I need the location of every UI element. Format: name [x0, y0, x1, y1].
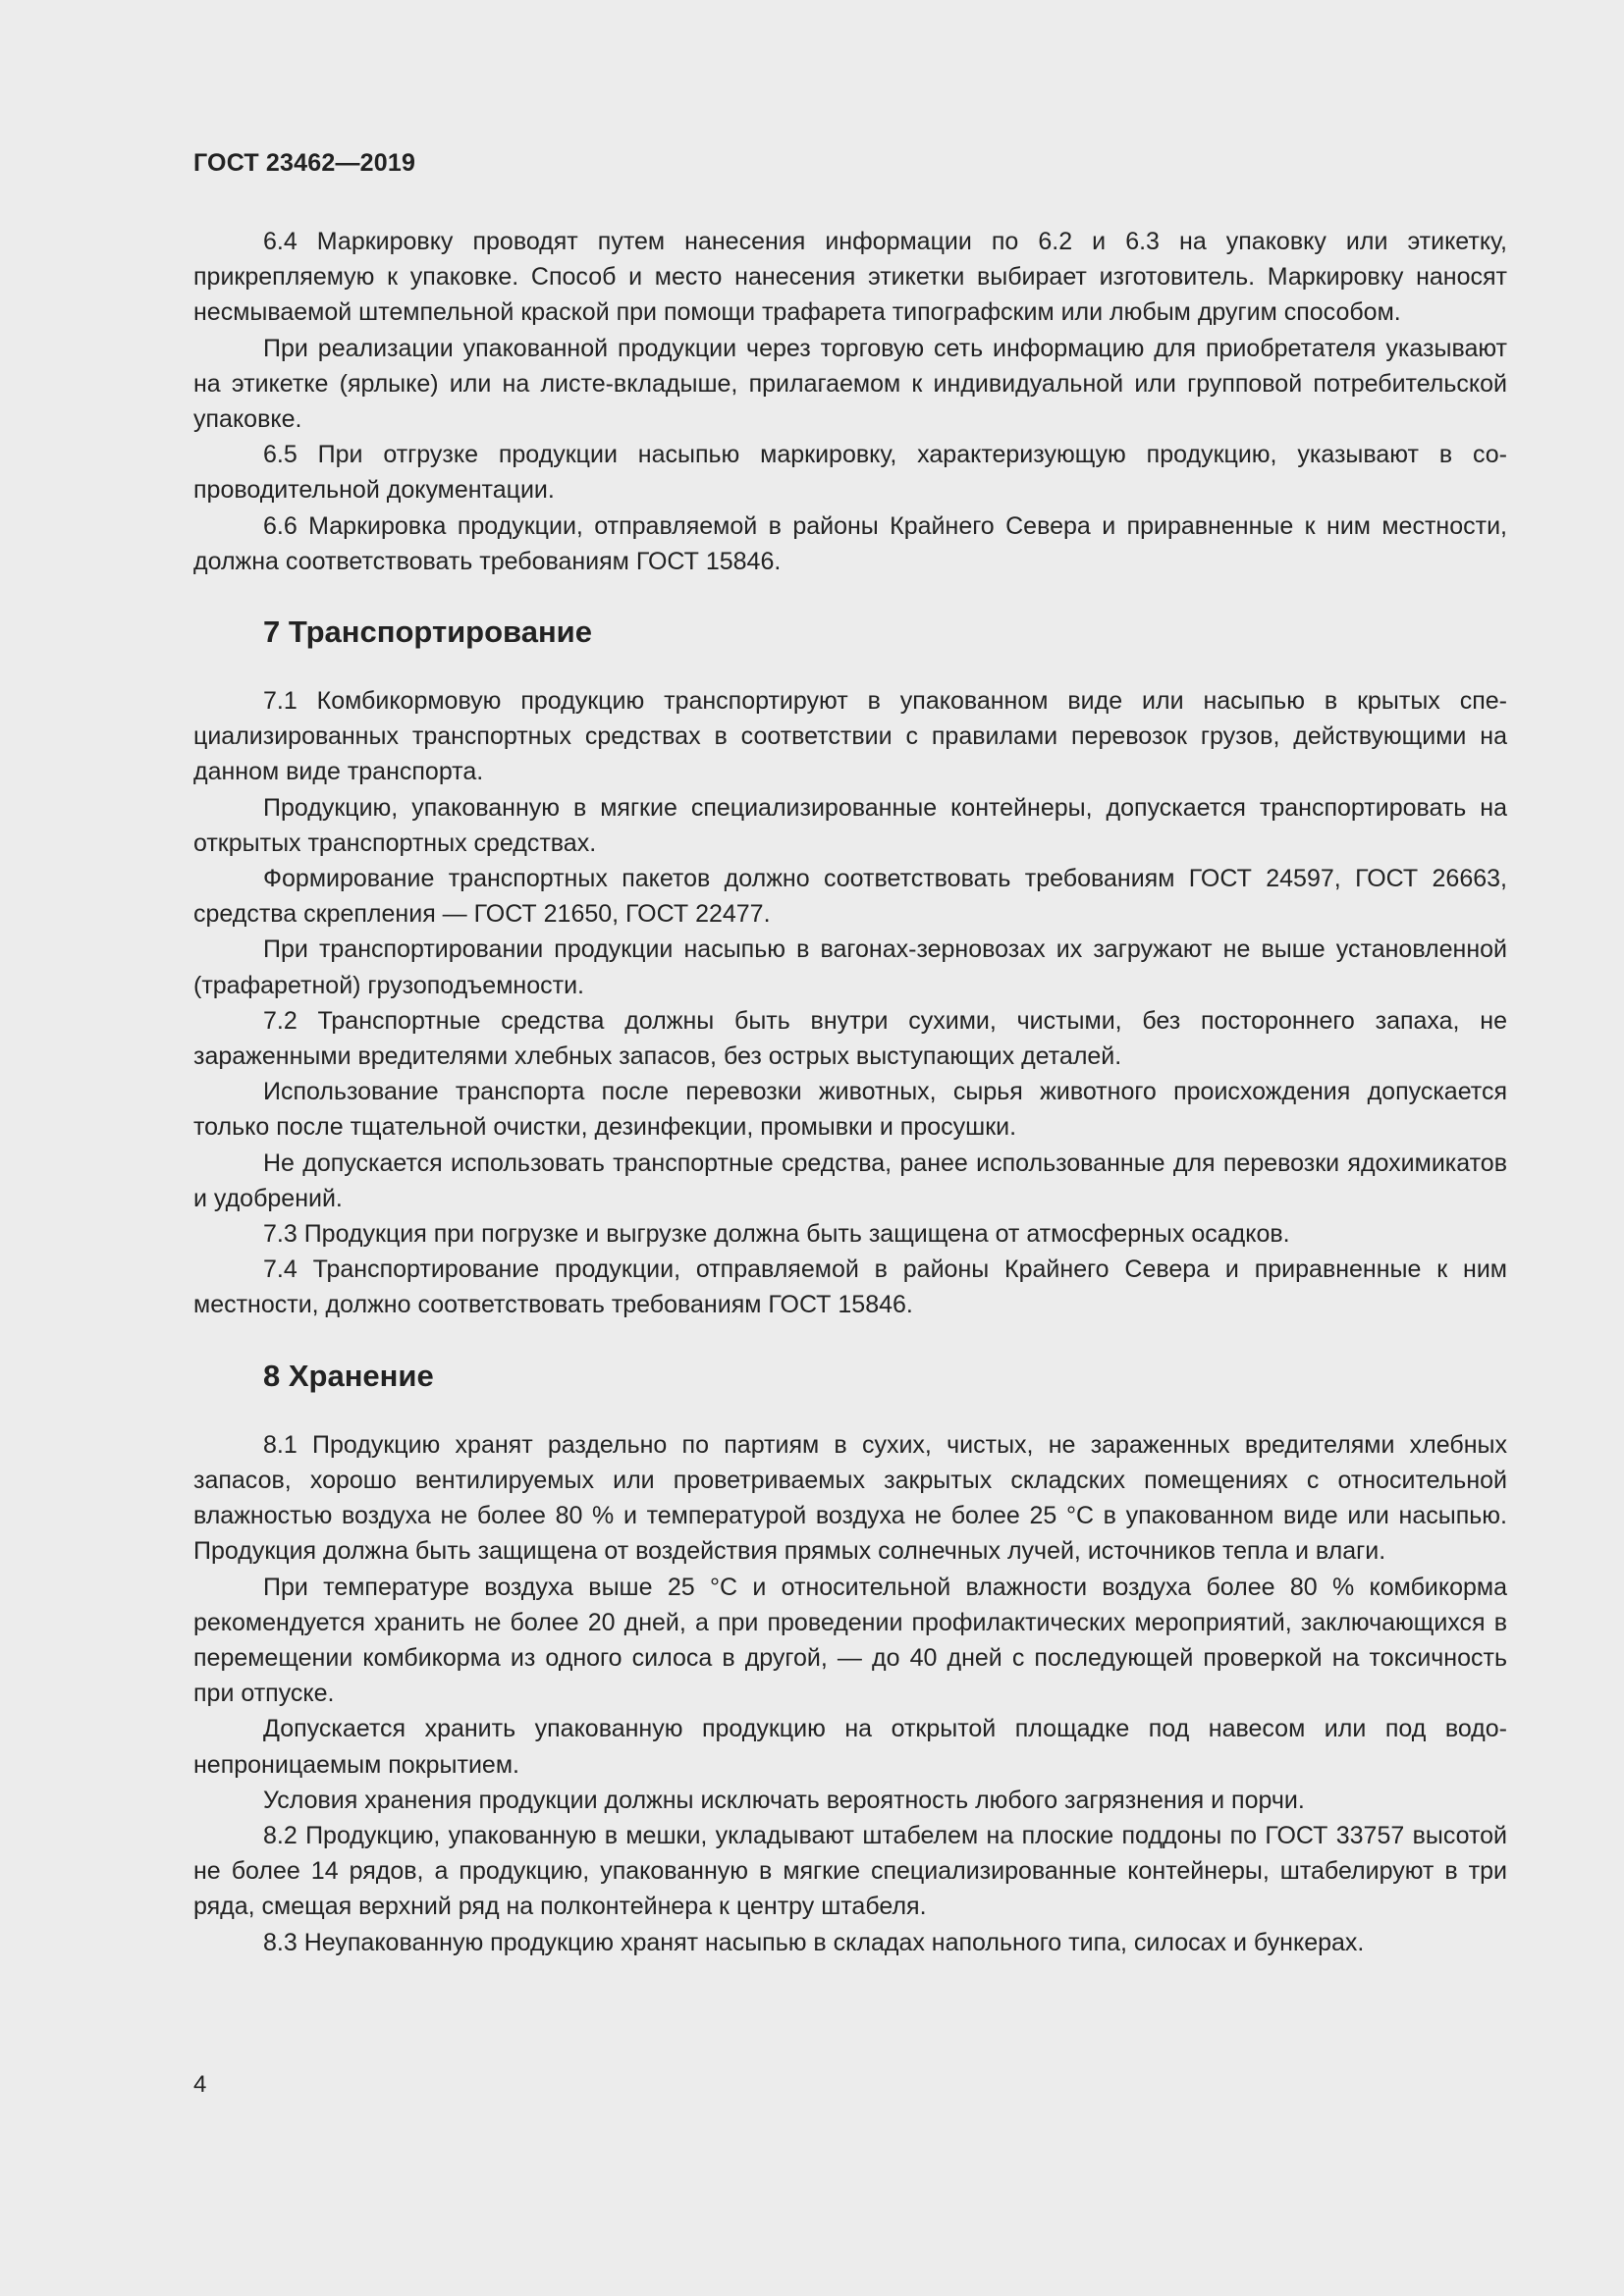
document-body: [193, 224, 1507, 1960]
paragraph-7-1-packets: Формирование транспортных пакетов должно соответствовать требованиям ГОСТ 24597, ГОСТ 26663, средства скрепления — ГОСТ 21650, ГОСТ 22477.: [193, 865, 1507, 929]
page-number: 4: [193, 2071, 207, 2098]
paragraph-8-1-conditions: Условия хранения продукции должны исключать вероятность любого загрязнения и порчи.: [263, 1786, 1305, 1814]
paragraph-8-3: 8.3 Неупакованную продукцию хранят насыпью в складах напольного типа, силосах и бункерах.: [263, 1928, 1365, 1956]
paragraph-8-1: 8.1 Продукцию хранят раздельно по партиям в сухих, чистых, не зараженных вредителями хлебных запасов, хорошо вентилируемых или проветриваемых закрытых складских помещениях с относительной влажностью воздуха не более 80 % и температурой воздуха не более 25 °С в упакованном виде или насыпью. Продукция должна быть защищена от воздействия прямых солнечных лучей, источников тепла и влаги.: [193, 1430, 1507, 1566]
paragraph-7-1-containers: Продукцию, упакованную в мягкие специализированные контейнеры, допускается транспортировать на открытых транспортных средствах.: [193, 793, 1507, 857]
paragraph-8-2: 8.2 Продукцию, упакованную в мешки, укладывают штабелем на плоские поддоны по ГОСТ 33757 высотой не более 14 рядов, а продукцию, упакованную в мягкие специализированные контейнеры, штабелируют в три ряда, смещая верхний ряд на полконтейнера к центру штабеля.: [193, 1821, 1507, 1921]
paragraph-8-1-temperature: При температуре воздуха выше 25 °С и относительной влажности воздуха более 80 % комбикорма рекомендуется хранить не более 20 дней, а при проведении профилактических мероприятий, заключающихся в перемещении комбикорма из одного силоса в другой, — до 40 дней с последующей проверкой на токсичность при отпуске.: [193, 1573, 1507, 1708]
paragraph-7-3: 7.3 Продукция при погрузке и выгрузке должна быть защищена от атмосферных осадков.: [263, 1220, 1290, 1249]
section-heading-storage: 8 Хранение: [263, 1358, 434, 1393]
paragraph-7-1: 7.1 Комбикормовую продукцию транспортируют в упакованном виде или насыпью в крытых специализированных транспортных средствах в соответствии с правилами перевозок грузов, действующими на данном виде транспорта.: [193, 687, 1507, 786]
paragraph-6-4-retail: При реализации упакованной продукции через торговую сеть информацию для приобретателя указывают на этикетке (ярлыке) или на листе-вкладыше, прилагаемом к индивидуальной или групповой потребительской упаковке.: [193, 334, 1507, 434]
document-code-header: ГОСТ 23462—2019: [193, 149, 416, 177]
paragraph-7-2: 7.2 Транспортные средства должны быть внутри сухими, чистыми, без постороннего запаха, не зараженными вредителями хлебных запасов, без острых выступающих деталей.: [193, 1006, 1507, 1071]
paragraph-6-6: 6.6 Маркировка продукции, отправляемой в районы Крайнего Севера и приравненные к ним местности, должна соответствовать требованиям ГОСТ 15846.: [193, 511, 1507, 575]
paragraph-7-4: 7.4 Транспортирование продукции, отправляемой в районы Крайнего Севера и приравненные к ним местности, должно соответствовать требованиям ГОСТ 15846.: [193, 1255, 1507, 1319]
paragraph-7-1-grain-wagons: При транспортировании продукции насыпью в вагонах-зерновозах их загружают не выше установленной (трафаретной) грузоподъемности.: [193, 935, 1507, 999]
paragraph-8-1-outdoor: Допускается хранить упакованную продукцию на открытой площадке под навесом или под водонепроницаемым покрытием.: [193, 1715, 1507, 1779]
paragraph-6-4: 6.4 Маркировку проводят путем нанесения информации по 6.2 и 6.3 на упаковку или этикетку, прикрепляемую к упаковке. Способ и место нанесения этикетки выбирает изготовитель. Маркировку наносят несмываемой штемпельной краской при помощи трафарета типографским или любым другим способом.: [193, 228, 1507, 327]
paragraph-6-5: 6.5 При отгрузке продукции насыпью маркировку, характеризующую продукцию, указывают в сопроводительной документации.: [193, 441, 1507, 505]
paragraph-7-2-chemicals: Не допускается использовать транспортные средства, ранее использованные для перевозки ядохимикатов и удобрений.: [193, 1148, 1507, 1212]
paragraph-7-2-animal-transport: Использование транспорта после перевозки животных, сырья животного происхождения допускается только после тщательной очистки, дезинфекции, промывки и просушки.: [193, 1078, 1507, 1142]
section-heading-transport: 7 Транспортирование: [263, 614, 592, 650]
